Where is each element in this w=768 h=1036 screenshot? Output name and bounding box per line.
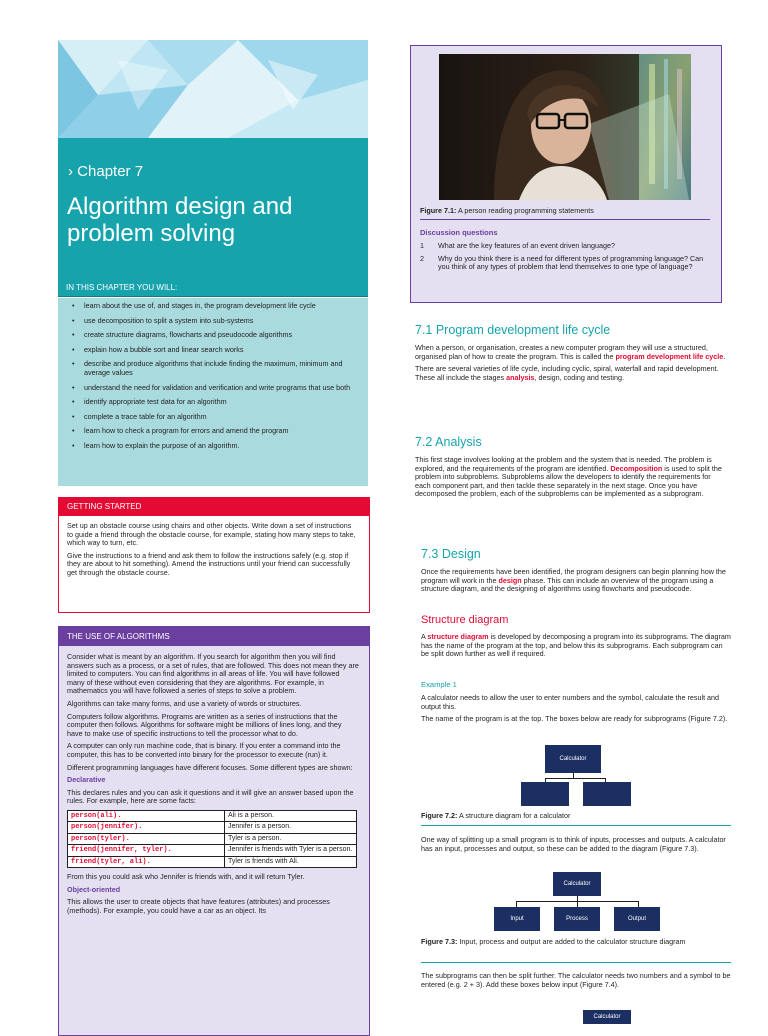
facts-table: [67, 810, 357, 868]
input-node: Input: [494, 907, 540, 931]
question-number: 2: [420, 253, 424, 263]
empty-subprogram-box: [583, 782, 631, 806]
question-number: 1: [420, 241, 424, 250]
caption-label: Figure 7.3:: [421, 937, 458, 946]
table-row: [68, 810, 357, 821]
fact-meaning: Tyler is friends with Ali.: [225, 856, 357, 867]
text-run: A: [421, 632, 428, 641]
person-reading-photo: [439, 54, 691, 200]
use-of-algorithms-header: THE USE OF ALGORITHMS: [59, 627, 369, 646]
chapter-label: [68, 163, 143, 180]
paragraph: [421, 633, 731, 659]
figure-7-1-caption: [420, 206, 710, 215]
keyword-decomposition: Decomposition: [610, 463, 663, 473]
figure-7-3-caption: [421, 937, 731, 946]
section-7-3-heading: 7.3 Design: [421, 547, 481, 561]
paragraph: [421, 568, 731, 594]
chapter-title-line-1: Algorithm design and: [67, 193, 293, 220]
figure-7-1-box: [410, 45, 722, 303]
chapter-title-band: [58, 138, 368, 278]
section-7-3-text: [421, 568, 731, 598]
objective-item: • identify appropriate test data for an algorithm: [72, 398, 360, 407]
table-row: [68, 856, 357, 867]
split-further-text: [421, 972, 731, 993]
text-run: .: [723, 351, 726, 361]
fact-meaning: Jennifer is friends with Tyler is a person.: [225, 845, 357, 856]
use-of-algorithms-text: [67, 653, 359, 919]
paragraph: Consider what is meant by an algorithm. If you search for algorithm then you will find answers such as a process, or a set of rules, that are followed. This does not mean they are limited to computers. You can find algorithms in all areas of life. You will have followed many of these without even considering that they are algorithms. For example, in mathematics you will have followed a series of steps to solve a problem.: [67, 652, 359, 696]
text-run: This first stage involves looking at the problem and the system that is needed. The problem is explored, and the requirements of the program are identified.: [415, 455, 712, 473]
fact-code: person(ali).: [68, 810, 225, 821]
section-7-1-heading: 7.1 Program development life cycle: [415, 323, 611, 337]
caption-text: A person reading programming statements: [456, 206, 594, 215]
paragraph: [415, 344, 727, 361]
in-this-chapter-box: [58, 298, 368, 486]
caption-text: A structure diagram for a calculator: [457, 811, 571, 820]
fact-meaning: Ali is a person.: [225, 810, 357, 821]
paragraph: Different programming languages have different focuses. Some different types are shown:: [67, 762, 353, 772]
divider: [421, 825, 731, 826]
keyword-analysis: analysis: [506, 372, 535, 382]
paragraph: [415, 456, 727, 499]
caption-text: Input, process and output are added to the calculator structure diagram: [457, 937, 686, 946]
list-item: [420, 242, 710, 251]
fact-code: person(jennifer).: [68, 822, 225, 833]
fact-code: friend(tyler, ali).: [68, 856, 225, 867]
text-run: , design, coding and testing.: [534, 372, 624, 382]
calculator-node: Calculator: [545, 745, 601, 773]
figure-7-2-diagram: [521, 745, 633, 807]
getting-started-box: [58, 497, 370, 613]
figure-7-2-caption: [421, 811, 570, 820]
divider: [420, 219, 710, 220]
paragraph: A computer can only run machine code, that is binary. If you enter a command into the computer, this has to be converted into binary for the processor to execute (run) it.: [67, 741, 341, 759]
figure-7-3-diagram: [494, 872, 660, 932]
structure-diagram-heading: Structure diagram: [421, 614, 509, 626]
paragraph: Algorithms can take many forms, and use a variety of words or structures.: [67, 698, 302, 708]
keyword-design: design: [498, 575, 522, 585]
paragraph: From this you could ask who Jennifer is friends with, and it will return Tyler.: [67, 871, 305, 881]
paragraph: Set up an obstacle course using chairs and other objects. Write down a set of instructions to guide a friend through the obstacle course, for example, stating how many steps to take, which way to turn, etc.: [67, 521, 356, 548]
output-node: Output: [614, 907, 660, 931]
text-run: Once the requirements have been identified, the program designers can begin planning how the program will work in the: [421, 567, 726, 585]
use-of-algorithms-box: [58, 626, 370, 1036]
paragraph: Give the instructions to a friend and ask them to follow the instructions safely (e.g. stop if they are about to hit something). Amend the instructions until your friend can successfully get through the obstacle course.: [67, 550, 351, 577]
chapter-title-line-2: problem solving: [67, 220, 236, 247]
objective-item: • use decomposition to split a system into sub-systems: [72, 317, 360, 326]
divider: [421, 962, 731, 963]
caption-label: Figure 7.2:: [421, 811, 458, 820]
calculator-node: Calculator: [583, 1010, 631, 1024]
empty-subprogram-box: [521, 782, 569, 806]
chevron-right-icon: ›: [68, 163, 73, 180]
getting-started-header: GETTING STARTED: [59, 498, 369, 516]
section-7-2-heading: 7.2 Analysis: [415, 435, 482, 449]
declarative-subheading: Declarative: [67, 775, 106, 785]
text-run: is developed by decomposing a program into its subprograms. The diagram has the name of the program at the top, and below this its subprograms. Each subprogram can be split down further as well if required.: [421, 632, 731, 659]
example-1-text: [421, 694, 731, 728]
paragraph: The subprograms can then be split further. The calculator needs two numbers and a symbol to be entered (e.g. 2 + 3). Add these boxes below input (Figure 7.4).: [421, 971, 731, 989]
getting-started-text: [67, 522, 357, 582]
section-7-2-text: [415, 456, 727, 503]
chapter-title: [67, 193, 357, 247]
objectives-list: [58, 298, 368, 451]
example-1-heading: Example 1: [421, 680, 457, 689]
text-run: phase. This can include an overview of the program using a structure diagram, and the designing of algorithms using flowcharts and pseudocode.: [421, 575, 714, 594]
paragraph: This declares rules and you can ask it questions and it will give an answer based upon the rules. For example, here are some facts:: [67, 787, 354, 806]
paragraph: A calculator needs to allow the user to enter numbers and the symbol, calculate the result and output this.: [421, 693, 720, 711]
inputs-processes-text: [421, 836, 731, 857]
caption-label: Figure 7.1:: [420, 206, 457, 215]
objective-item: • complete a trace table for an algorithm: [72, 413, 360, 422]
fact-meaning: Jennifer is a person.: [225, 822, 357, 833]
objective-item: • learn how to check a program for errors and amend the program: [72, 427, 360, 436]
paragraph: The name of the program is at the top. The boxes below are ready for subprograms (Figure 7.2).: [421, 714, 728, 724]
objective-item: • learn about the use of, and stages in, the program development life cycle: [72, 302, 360, 311]
question-text: What are the key features of an event driven language?: [438, 241, 616, 250]
table-row: [68, 822, 357, 833]
objective-item: • explain how a bubble sort and linear search works: [72, 346, 360, 355]
objective-item: • create structure diagrams, flowcharts and pseudocode algorithms: [72, 331, 360, 340]
process-node: Process: [554, 907, 600, 931]
table-row: [68, 845, 357, 856]
keyword-structure-diagram: structure diagram: [427, 632, 489, 641]
text-run: There are several varieties of life cycle, including cyclic, spiral, waterfall and rapid development. These all include the stages: [415, 364, 719, 382]
in-this-chapter-header: IN THIS CHAPTER YOU WILL:: [58, 278, 368, 297]
objective-item: • describe and produce algorithms that include finding the maximum, minimum and average values: [72, 360, 360, 377]
question-text: Why do you think there is a need for different types of programming language? Can you think of any types of problem that lend themselves to one type of language?: [438, 253, 704, 272]
fact-code: friend(jennifer, tyler).: [68, 845, 225, 856]
discussion-questions-list: [420, 242, 710, 276]
text-run: When a person, or organisation, creates a new computer program they will use a structured, organised plan of how to create the program. This is called the: [415, 343, 708, 361]
structure-diagram-text: [421, 633, 731, 663]
fact-code: person(tyler).: [68, 833, 225, 844]
fact-meaning: Tyler is a person.: [225, 833, 357, 844]
discussion-questions-title: Discussion questions: [420, 228, 498, 237]
keyword-program-development-life-cycle: program development life cycle: [615, 351, 724, 361]
section-7-1-text: [415, 344, 727, 386]
paragraph: One way of splitting up a small program is to think of inputs, processes and outputs. A calculator has an input, processes and output, so these can be added to the diagram (Figure 7.3).: [421, 835, 726, 853]
table-row: [68, 833, 357, 844]
paragraph: [415, 365, 727, 382]
objective-item: • learn how to explain the purpose of an algorithm.: [72, 442, 360, 451]
chapter-banner-image: [58, 40, 368, 138]
list-item: [420, 255, 710, 272]
paragraph: Computers follow algorithms. Programs are written as a series of instructions that the computer then follows. Algorithms for software might be millions of lines long, and they have to make use of specific instructions to tell the processor what to do.: [67, 711, 342, 738]
calculator-node: Calculator: [553, 872, 601, 896]
text-run: is used to split the problem into subproblems. Subproblems allow the developers to identify the requirements for each component part, and then tackle these separately in the next stage. Once you have decomposed the problem, each of the subproblems can be implemented as a subprogram.: [415, 463, 722, 499]
chapter-number: Chapter 7: [77, 163, 144, 180]
object-oriented-subheading: Object-oriented: [67, 884, 121, 894]
connector-line: [545, 778, 605, 779]
paragraph: This allows the user to create objects that have features (attributes) and processes (methods). For example, you could have a car as an object. Its: [67, 897, 330, 915]
objective-item: • understand the need for validation and verification and write programs that use both: [72, 384, 360, 393]
